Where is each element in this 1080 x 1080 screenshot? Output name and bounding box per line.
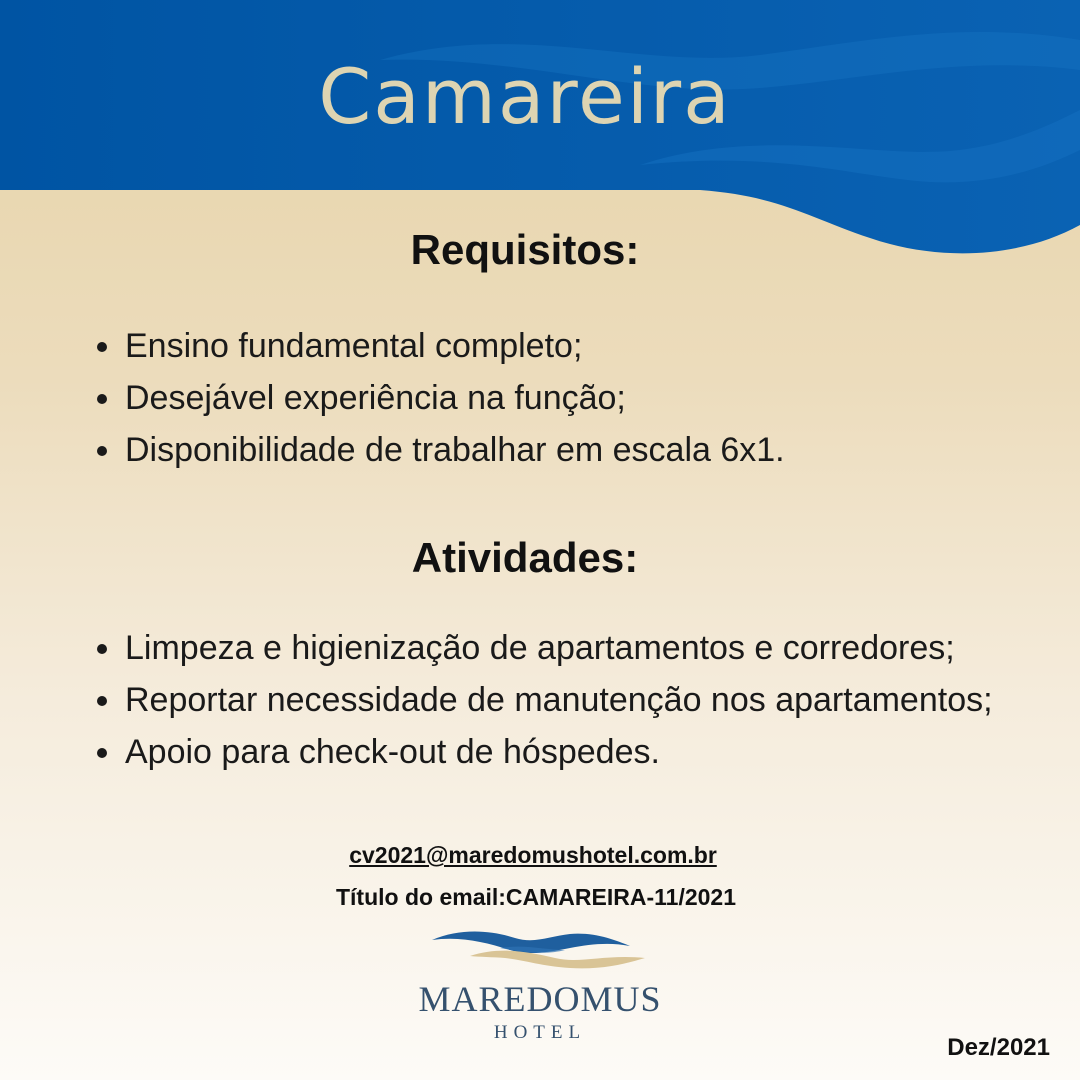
- requirements-heading: Requisitos:: [410, 226, 640, 273]
- date-label: Dez/2021: [947, 1034, 1050, 1061]
- activities-heading: Atividades:: [411, 534, 639, 581]
- list-item: Reportar necessidade de manutenção nos apartamentos;: [125, 674, 1065, 726]
- list-item: Desejável experiência na função;: [125, 372, 1065, 424]
- job-title: Camareira: [318, 52, 732, 141]
- list-item: Apoio para check-out de hóspedes.: [125, 726, 1065, 778]
- list-item: Limpeza e higienização de apartamentos e corredores;: [125, 622, 1065, 674]
- list-item: Ensino fundamental completo;: [125, 320, 1065, 372]
- logo-subtitle: HOTEL: [493, 1022, 587, 1043]
- requirements-list: [125, 320, 1065, 476]
- activities-list: [125, 622, 1065, 778]
- list-item: Disponibilidade de trabalhar em escala 6x1.: [125, 424, 1065, 476]
- logo-name: MAREDOMUS: [418, 979, 662, 1019]
- email-link[interactable]: cv2021@maredomushotel.com.br: [349, 842, 717, 868]
- email-subject-text: Título do email:CAMAREIRA-11/2021: [335, 884, 737, 910]
- waves-logo-icon: [430, 926, 650, 976]
